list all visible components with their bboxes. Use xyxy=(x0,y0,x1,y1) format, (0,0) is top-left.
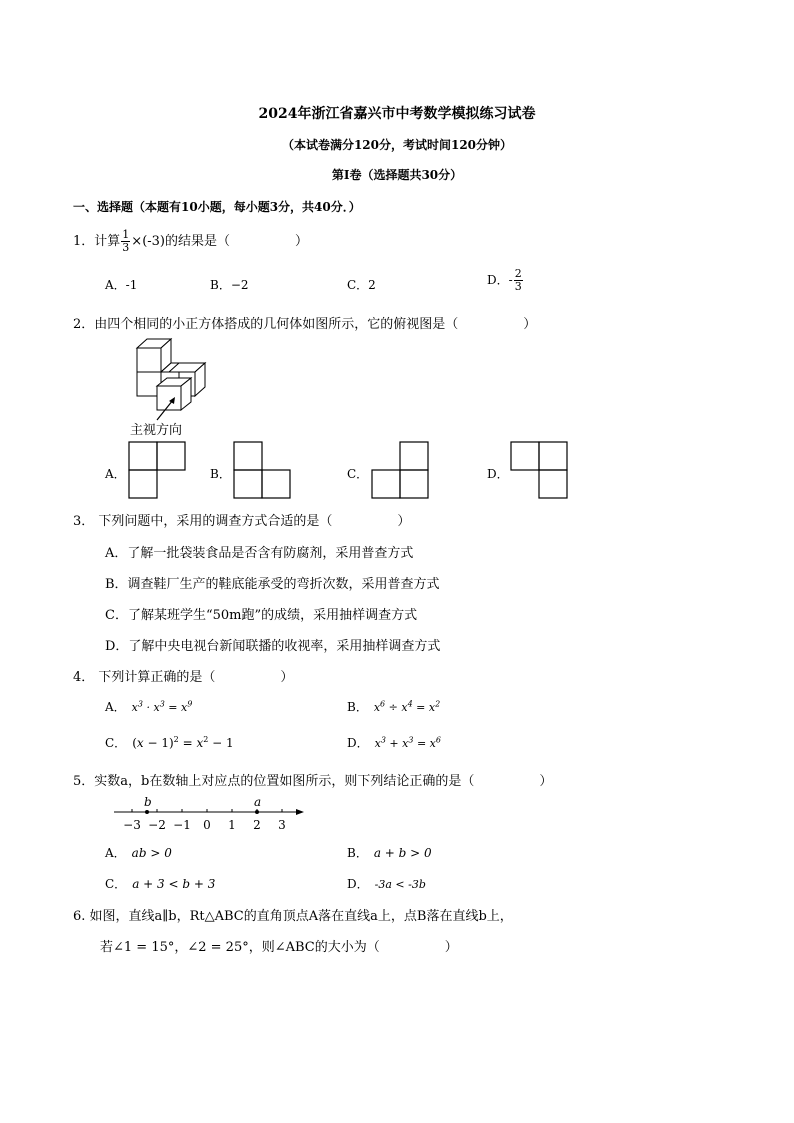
q4-option-b[interactable] xyxy=(347,698,440,715)
q1-d-den: 3 xyxy=(514,280,522,293)
q2-option-a-figure[interactable] xyxy=(128,441,188,499)
axis-tick-label: 3 xyxy=(278,818,286,832)
question-6-line2: 若∠1 = 15°，∠2 = 25°，则∠ABC的大小为（ ） xyxy=(100,940,458,955)
axis-tick-label: −3 xyxy=(123,818,141,832)
q4-d-label: D． xyxy=(347,736,369,750)
axis-tick-label: 1 xyxy=(228,818,236,832)
q5-option-a[interactable] xyxy=(105,844,172,861)
question-2: 2．由四个相同的小正方体搭成的几何体如图所示，它的俯视图是（ ） xyxy=(73,317,537,332)
q1-d-num: 2 xyxy=(514,267,522,280)
q1-number: 1． xyxy=(73,234,95,249)
q4-option-c[interactable] xyxy=(105,734,234,751)
axis-tick-label: 2 xyxy=(253,818,261,832)
point-b xyxy=(145,810,149,814)
part-title: 第Ⅰ卷（选择题共30分） xyxy=(331,168,463,182)
q4-option-d[interactable] xyxy=(347,734,441,751)
q1-expr: ×(-3) xyxy=(131,234,165,249)
section-title: 一、选择题（本题有10小题，每小题3分，共40分．） xyxy=(73,200,361,214)
axis-tick-label: −1 xyxy=(173,818,191,832)
q2-option-c-figure[interactable] xyxy=(371,441,431,499)
q1-frac-num: 1 xyxy=(122,228,130,241)
q1-option-a[interactable]: A．-1 xyxy=(105,278,138,292)
q5-c-math: a + 3 < b + 3 xyxy=(132,877,216,891)
point-a xyxy=(255,810,259,814)
q5-option-d[interactable] xyxy=(347,875,426,892)
point-a-label: a xyxy=(254,795,262,809)
q4-option-a[interactable] xyxy=(105,698,192,715)
q3-option-a[interactable]: A．了解一批袋装食品是否含有防腐剂，采用普查方式 xyxy=(105,546,414,561)
question-6-line1: 6. 如图，直线a∥b，Rt△ABC的直角顶点A落在直线a上，点B落在直线b上， xyxy=(73,909,513,924)
q4-d-math: $x^3 + x^3 = x^6$ xyxy=(374,735,441,750)
q5-option-c[interactable] xyxy=(105,875,215,892)
question-3: 3． 下列问题中，采用的调查方式合适的是（ ） xyxy=(73,514,411,529)
q2-option-b-figure[interactable] xyxy=(233,441,293,499)
q4-c-math: $(x - 1)^2 = x^2 - 1$ xyxy=(132,735,234,750)
q2-option-a-label[interactable]: A． xyxy=(105,467,126,481)
q5-a-label: A． xyxy=(105,846,126,860)
q4-a-math: $x^3 \cdot x^3 = x^9$ xyxy=(131,699,193,714)
q3-option-d[interactable]: D．了解中央电视台新闻联播的收视率，采用抽样调查方式 xyxy=(105,639,441,654)
q1-d-prefix: D．- xyxy=(487,273,513,287)
q1-option-c[interactable]: C．2 xyxy=(347,278,376,292)
q4-c-label: C． xyxy=(105,736,127,750)
view-direction-label: 主视方向 xyxy=(130,423,183,438)
number-line xyxy=(110,794,310,834)
question-1 xyxy=(73,229,308,254)
q1-pre: 计算 xyxy=(94,234,121,249)
q3-option-c[interactable]: C．了解某班学生“50m跑”的成绩，采用抽样调查方式 xyxy=(105,608,418,623)
q1-frac-den: 3 xyxy=(122,241,130,254)
q1-option-b[interactable]: B．−2 xyxy=(210,278,249,292)
q5-d-label: D． xyxy=(347,877,369,891)
q3-option-b[interactable]: B．调查鞋厂生产的鞋底能承受的弯折次数，采用普查方式 xyxy=(105,577,440,592)
q1-post: 的结果是（ ） xyxy=(165,234,309,249)
axis-tick-label: 0 xyxy=(203,818,211,832)
exam-subtitle: （本试卷满分120分，考试时间120分钟） xyxy=(281,138,513,152)
q5-c-label: C． xyxy=(105,877,127,891)
q2-option-b-label[interactable]: B． xyxy=(210,467,231,481)
axis-tick-label: −2 xyxy=(148,818,166,832)
q5-d-math: -3a < -3b xyxy=(374,878,426,891)
q2-option-d-label[interactable]: D． xyxy=(487,467,509,481)
question-4: 4． 下列计算正确的是（ ） xyxy=(73,670,294,685)
question-5: 5．实数a，b在数轴上对应点的位置如图所示，则下列结论正确的是（ ） xyxy=(73,774,553,789)
q4-b-label: B． xyxy=(347,700,368,714)
q1-d-fraction xyxy=(514,268,523,293)
q5-b-label: B． xyxy=(347,846,368,860)
q1-option-d[interactable] xyxy=(487,268,524,293)
q2-option-d-figure[interactable] xyxy=(510,441,570,499)
q4-b-math: $x^6 \div x^4 = x^2$ xyxy=(373,699,441,714)
point-b-label: b xyxy=(144,795,152,809)
q5-b-math: a + b > 0 xyxy=(373,846,432,860)
q5-option-b[interactable] xyxy=(347,844,432,861)
q5-a-math: ab > 0 xyxy=(131,846,172,860)
exam-title: 2024年浙江省嘉兴市中考数学模拟练习试卷 xyxy=(258,106,536,122)
q1-fraction xyxy=(121,229,130,254)
q4-a-label: A． xyxy=(105,700,126,714)
q2-option-c-label[interactable]: C． xyxy=(347,467,369,481)
